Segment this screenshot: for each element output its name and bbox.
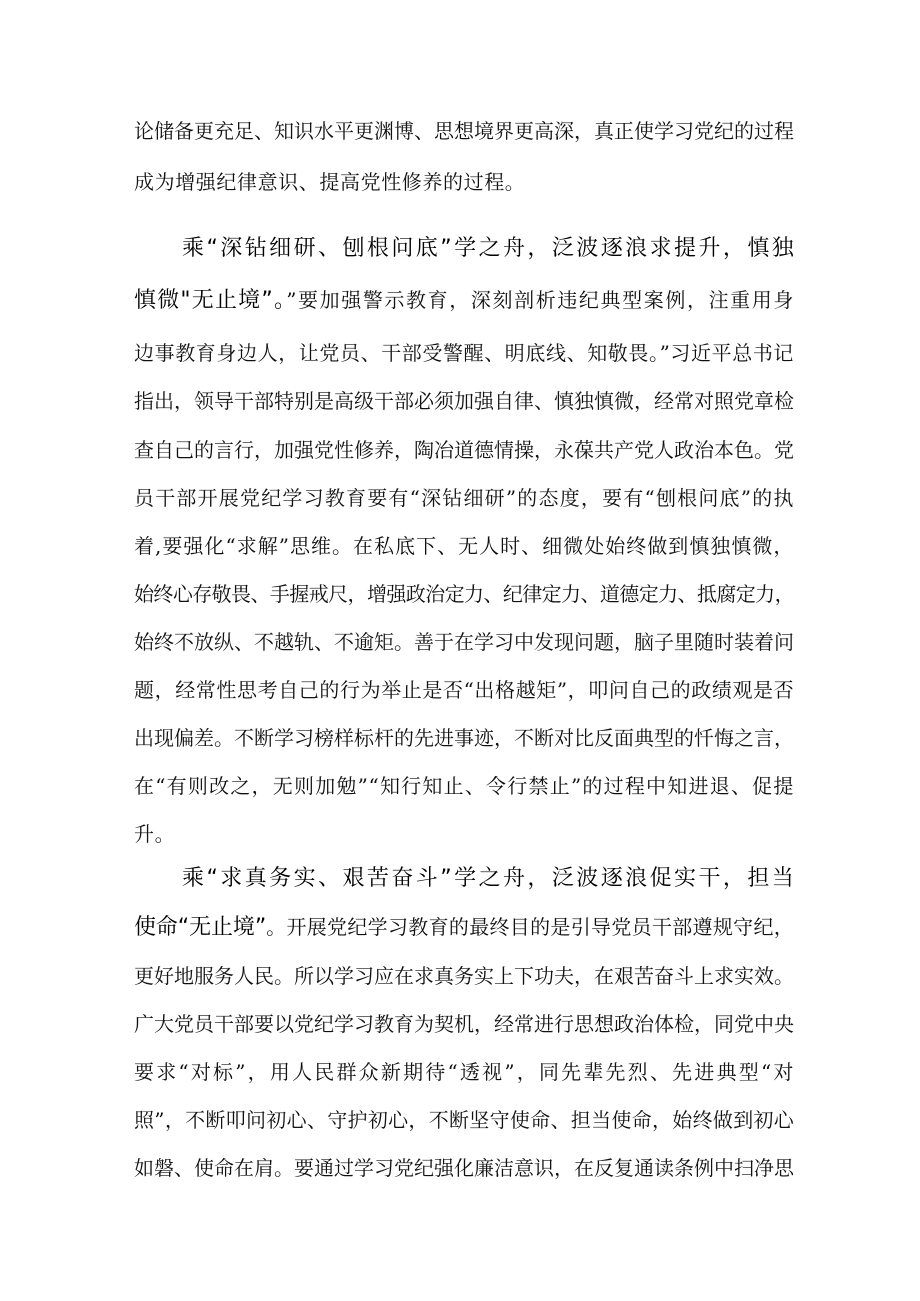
section-heading-continuation bbox=[134, 917, 794, 939]
paragraph-line: 成为增强纪律意识、提高党性修养的过程。 bbox=[134, 170, 526, 194]
section-heading-continuation bbox=[134, 290, 794, 312]
paragraph-line: 着,要强化“求解”思维。在私底下、无人时、细微处始终做到慎独慎微， bbox=[134, 534, 794, 558]
paragraph-line: 如磐、使命在肩。要通过学习党纪强化廉洁意识，在反复通读条例中扫净思 bbox=[134, 1156, 794, 1180]
section-heading: 乘“求真务实、艰苦奋斗”学之舟，泛波逐浪促实干，担当 bbox=[182, 866, 794, 891]
paragraph-line: 论储备更充足、知识水平更渊博、思想境界更高深，真正使学习党纪的过程 bbox=[134, 119, 794, 143]
paragraph-line: 出现偏差。不断学习榜样标杆的先进事迹，不断对比反面典型的忏悔之言， bbox=[134, 726, 794, 750]
paragraph-text: 。开展党纪学习教育的最终目的是引导党员干部遵规守纪， bbox=[266, 915, 794, 939]
paragraph-line: 要求“对标”，用人民群众新期待“透视”，同先辈先烈、先进典型“对 bbox=[134, 1060, 794, 1084]
paragraph-line: 指出，领导干部特别是高级干部必须加强自律、慎独慎微，经常对照党章检 bbox=[134, 389, 794, 413]
paragraph-line: 查自己的言行，加强党性修养，陶冶道德情操，永葆共产党人政治本色。党 bbox=[134, 438, 794, 462]
section-heading-tail: 使命“无止境” bbox=[134, 915, 267, 940]
paragraph-line: 始终不放纵、不越轨、不逾矩。善于在学习中发现问题，脑子里随时装着问 bbox=[134, 630, 794, 654]
paragraph-line: 升。 bbox=[134, 822, 176, 846]
paragraph-line: 题，经常性思考自己的行为举止是否“出格越矩”，叩问自己的政绩观是否 bbox=[134, 678, 795, 702]
paragraph-line: 始终心存敬畏、手握戒尺，增强政治定力、纪律定力、道德定力、抵腐定力， bbox=[134, 582, 794, 606]
paragraph-text: ”要加强警示教育，深刻剖析违纪典型案例，注重用身 bbox=[286, 288, 794, 312]
section-heading-tail: 慎微"无止境”。 bbox=[134, 288, 287, 313]
paragraph-line: 照”，不断叩问初心、守护初心，不断坚守使命、担当使命，始终做到初心 bbox=[134, 1108, 794, 1132]
paragraph-line: 广大党员干部要以党纪学习教育为契机，经常进行思想政治体检，同党中央 bbox=[134, 1012, 794, 1036]
paragraph-line: 在“有则改之，无则加勉”“知行知止、令行禁止”的过程中知进退、促提 bbox=[134, 774, 794, 798]
paragraph-line: 更好地服务人民。所以学习应在求真务实上下功夫，在艰苦奋斗上求实效。 bbox=[134, 964, 794, 988]
section-heading: 乘“深钻细研、刨根问底”学之舟，泛波逐浪求提升，慎独 bbox=[182, 236, 794, 261]
paragraph-line: 边事教育身边人，让党员、干部受警醒、明底线、知敬畏。”习近平总书记 bbox=[134, 341, 795, 365]
paragraph-line: 员干部开展党纪学习教育要有“深钻细研”的态度，要有“刨根问底”的执 bbox=[134, 486, 794, 510]
